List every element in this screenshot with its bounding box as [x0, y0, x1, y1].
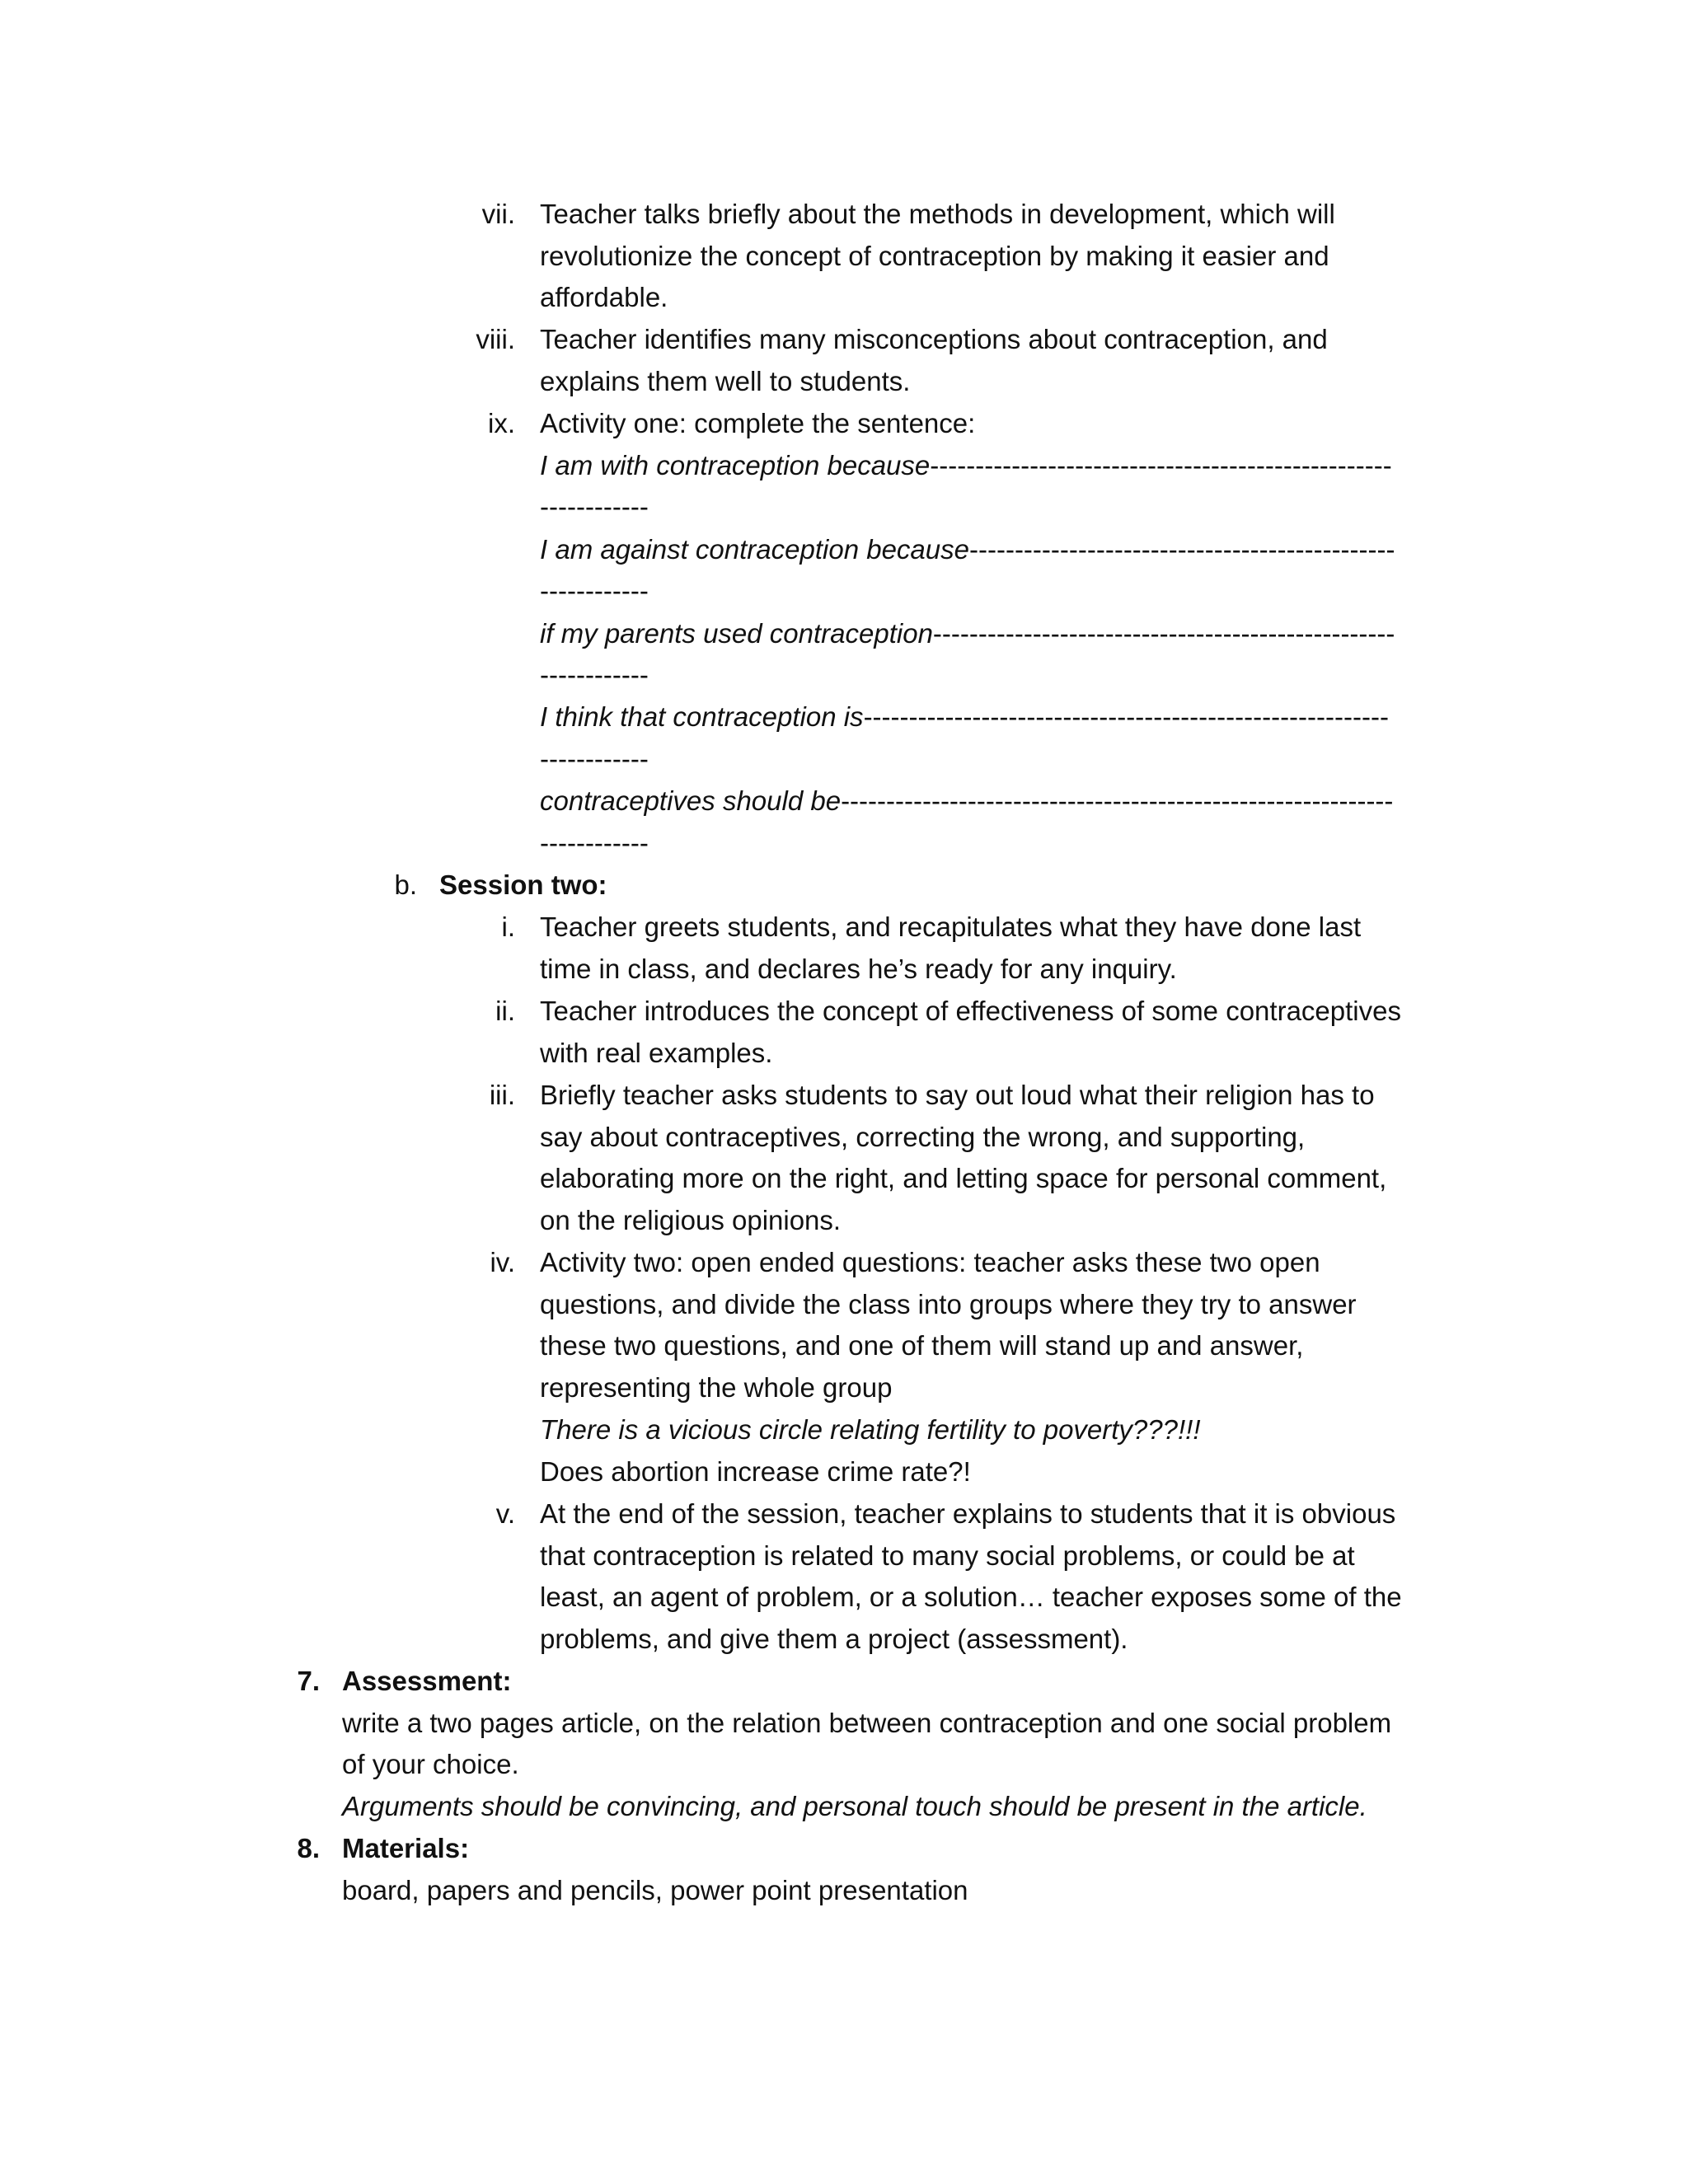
- list-item-text: Activity one: complete the sentence:: [540, 408, 976, 438]
- fill-in-prompt: [540, 532, 1395, 567]
- list-item-text: these two questions, and one of them will stand up and answer,: [540, 1330, 1304, 1361]
- section-number: 7.: [297, 1666, 320, 1696]
- list-item-text: Teacher greets students, and recapitulates what they have done last: [540, 912, 1362, 942]
- list-marker: viii.: [476, 324, 515, 354]
- list-item-text: Briefly teacher asks students to say out loud what their religion has to: [540, 1080, 1375, 1110]
- list-marker: i.: [501, 912, 515, 942]
- list-marker: iv.: [490, 1247, 515, 1277]
- session-two-heading: Session two:: [439, 869, 607, 900]
- list-item-text: Teacher talks briefly about the methods in development, which will: [540, 199, 1335, 229]
- assessment-text: of your choice.: [342, 1749, 519, 1779]
- list-item-text: explains them well to students.: [540, 366, 911, 396]
- fill-in-prompt: [540, 784, 1393, 818]
- prompt-blank: -------------------------------------------------------------: [841, 785, 1394, 816]
- open-question-italic: There is a vicious circle relating fertility to poverty???!!!: [540, 1414, 1201, 1445]
- section-number: 8.: [297, 1833, 320, 1863]
- prompt-blank-continued: ------------: [540, 743, 649, 774]
- list-item-text: revolutionize the concept of contraception by making it easier and: [540, 241, 1329, 271]
- list-item-text: representing the whole group: [540, 1372, 893, 1403]
- section-marker: b.: [394, 869, 417, 900]
- fill-in-prompt: [540, 448, 1392, 483]
- list-item-text: that contraception is related to many social problems, or could be at: [540, 1540, 1355, 1571]
- assessment-note: Arguments should be convincing, and personal touch should be present in the article.: [342, 1791, 1367, 1821]
- list-marker: v.: [495, 1498, 515, 1529]
- prompt-text: if my parents used contraception: [540, 618, 933, 649]
- list-item-text: with real examples.: [540, 1038, 773, 1068]
- list-item-text: Teacher identifies many misconceptions about contraception, and: [540, 324, 1328, 354]
- list-item-text: problems, and give them a project (assessment).: [540, 1624, 1128, 1654]
- assessment-heading: Assessment:: [342, 1666, 512, 1696]
- list-item-text: questions, and divide the class into groups where they try to answer: [540, 1289, 1357, 1319]
- prompt-text: I am against contraception because: [540, 534, 969, 565]
- list-marker: iii.: [489, 1080, 515, 1110]
- list-marker: ii.: [495, 996, 515, 1026]
- prompt-blank-continued: ------------: [540, 575, 649, 606]
- prompt-text: I think that contraception is: [540, 701, 864, 732]
- list-marker: vii.: [481, 199, 515, 229]
- materials-heading: Materials:: [342, 1833, 470, 1863]
- prompt-blank-continued: ------------: [540, 491, 649, 522]
- prompt-blank: ---------------------------------------------------: [932, 618, 1395, 649]
- list-item-text: elaborating more on the right, and letting space for personal comment,: [540, 1163, 1387, 1193]
- prompt-blank: -----------------------------------------------: [969, 534, 1395, 565]
- materials-text: board, papers and pencils, power point presentation: [342, 1875, 968, 1905]
- open-question: Does abortion increase crime rate?!: [540, 1456, 971, 1487]
- prompt-text: contraceptives should be: [540, 785, 842, 816]
- fill-in-prompt: [540, 616, 1395, 651]
- list-item-text: affordable.: [540, 282, 668, 312]
- list-item-text: At the end of the session, teacher explains to students that it is obvious: [540, 1498, 1396, 1529]
- assessment-text: write a two pages article, on the relation between contraception and one social problem: [342, 1708, 1392, 1738]
- list-item-text: Teacher introduces the concept of effectiveness of some contraceptives: [540, 996, 1401, 1026]
- list-item-text: time in class, and declares he’s ready for any inquiry.: [540, 954, 1177, 984]
- list-item-text: on the religious opinions.: [540, 1205, 842, 1235]
- fill-in-prompt: [540, 700, 1389, 734]
- list-item-text: say about contraceptives, correcting the wrong, and supporting,: [540, 1122, 1306, 1152]
- prompt-blank-continued: ------------: [540, 827, 649, 858]
- prompt-blank: ---------------------------------------------------: [930, 450, 1392, 480]
- prompt-blank: ----------------------------------------------------------: [863, 701, 1389, 732]
- list-item-text: least, an agent of problem, or a solution… teacher exposes some of the: [540, 1582, 1402, 1612]
- prompt-text: I am with contraception because: [540, 450, 931, 480]
- prompt-blank-continued: ------------: [540, 659, 649, 690]
- list-marker: ix.: [488, 408, 515, 438]
- list-item-text: Activity two: open ended questions: teacher asks these two open: [540, 1247, 1320, 1277]
